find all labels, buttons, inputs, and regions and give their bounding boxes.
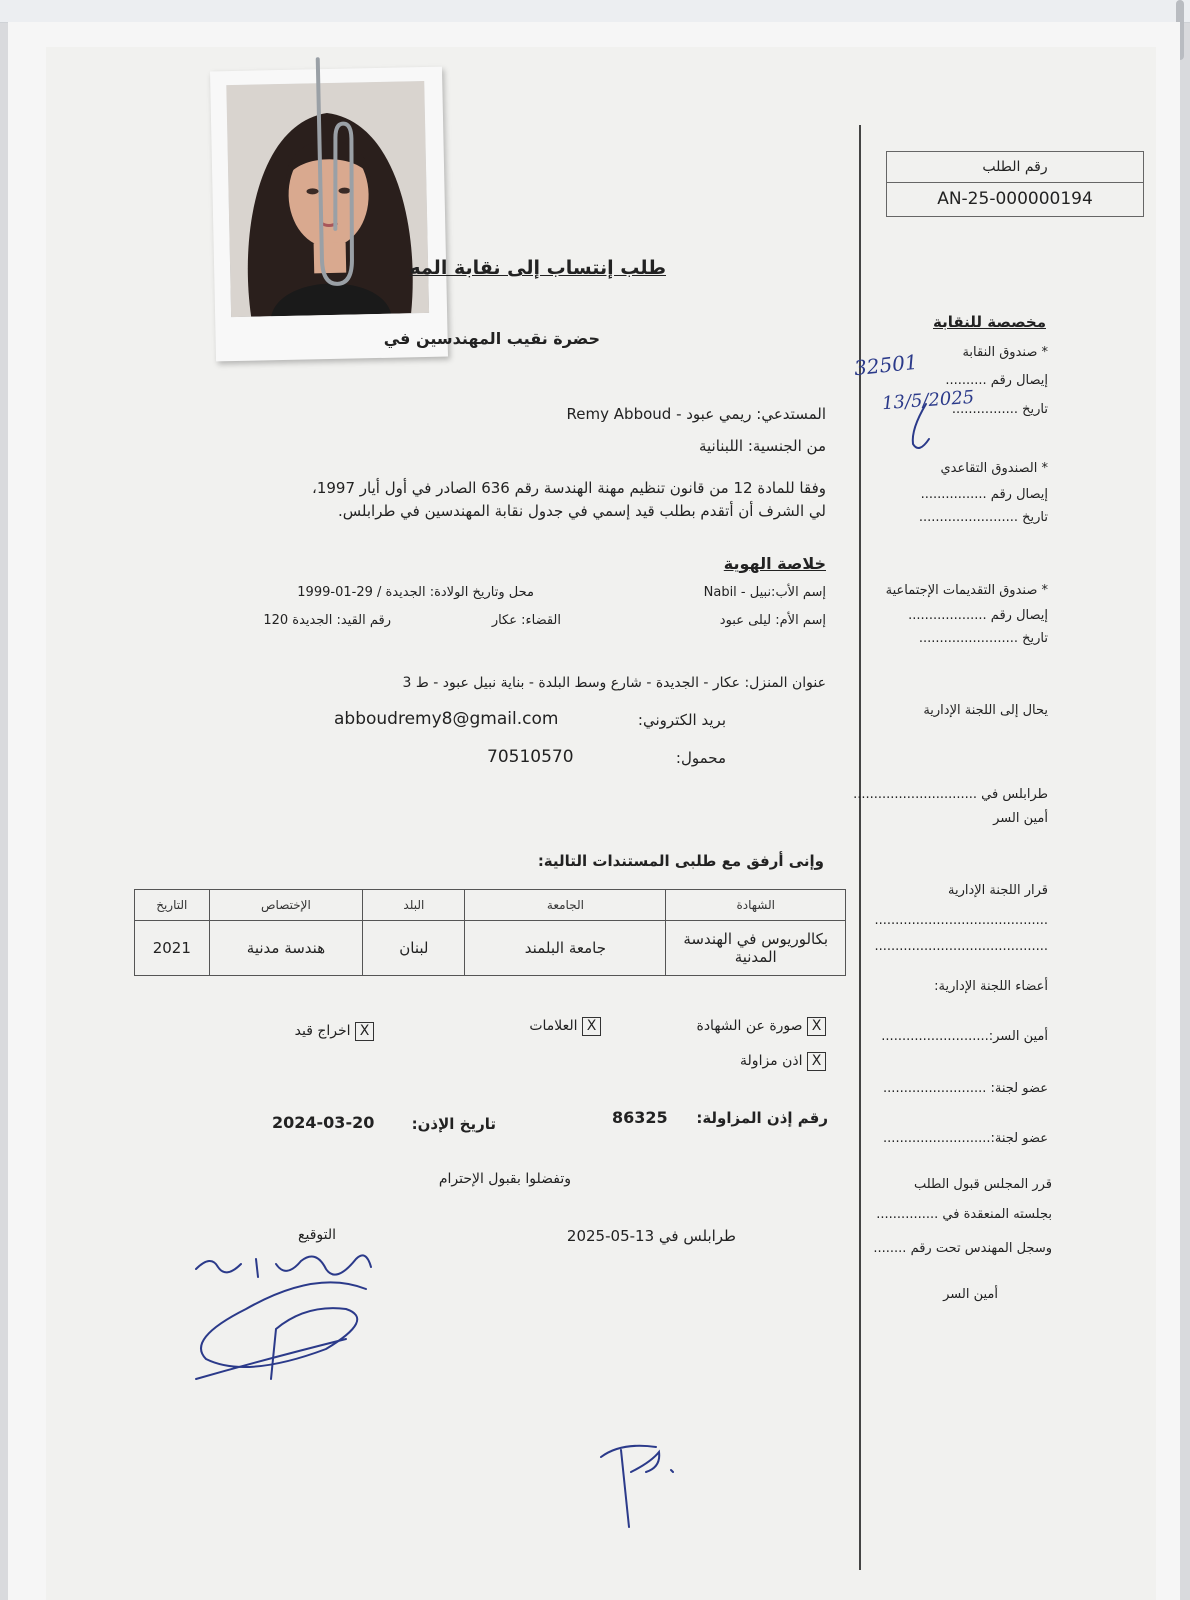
signature-label: التوقيع: [298, 1227, 336, 1243]
passport-photo-card: [210, 67, 448, 362]
referred-to-committee: يحال إلى اللجنة الإدارية: [923, 703, 1048, 718]
paper-clip-icon: [298, 48, 363, 299]
home-address: عنوان المنزل: عكار - الجديدة - شارع وسط البلدة - بناية نبيل عبود - ط 3: [402, 675, 826, 691]
cell-country: لبنان: [363, 921, 465, 976]
secretary-line: أمين السر:..........................: [881, 1029, 1048, 1044]
secretary-2: أمين السر: [943, 1287, 998, 1302]
applicant-label: المستدعي:: [756, 405, 826, 423]
committee-members-heading: أعضاء اللجنة الإدارية:: [934, 979, 1048, 994]
checkbox-practice-permit[interactable]: [740, 1052, 826, 1071]
retirement-fund: * الصندوق التقاعدي: [940, 461, 1048, 476]
identity-heading: خلاصة الهوية: [723, 554, 826, 573]
checkbox-label: اذن مزاولة: [740, 1053, 803, 1069]
documents-heading: وإنى أرفق مع طلبى المستندات التالية:: [537, 852, 824, 870]
social-receipt: إيصال رقم ...................: [908, 608, 1048, 623]
handwritten-mark: [901, 399, 941, 459]
tripoli-date-line: طرابلس في ..............................: [853, 787, 1048, 802]
father-name: إسم الأب:نبيل - Nabil: [703, 585, 826, 600]
checkbox-grades[interactable]: [529, 1017, 601, 1036]
intro-line-2: لي الشرف أن أتقدم بطلب قيد إسمي في جدول نقابة المهندسين في طرابلس.: [338, 502, 826, 520]
checkbox-label: صورة عن الشهادة: [696, 1018, 803, 1034]
email-value: abboudremy8@gmail.com: [334, 709, 559, 729]
sidebar-heading: مخصصة للنقابة: [932, 313, 1046, 331]
place-and-date: طرابلس في 13-05-2025: [566, 1227, 736, 1245]
handwritten-receipt-number: 32501: [852, 349, 919, 381]
handwritten-date: 13/5/2025: [881, 386, 975, 415]
nationality-line: [699, 437, 826, 455]
retirement-receipt: إيصال رقم ................: [920, 487, 1048, 502]
cell-specialty: هندسة مدنية: [209, 921, 363, 976]
decision-line-1: ..........................................: [874, 913, 1048, 928]
registry-number: رقم القيد: الجديدة 120: [263, 613, 391, 628]
committee-decision: قرار اللجنة الإدارية: [948, 883, 1048, 898]
col-specialty: الإختصاص: [209, 890, 363, 921]
checkbox-label: العلامات: [529, 1018, 578, 1034]
district: القضاء: عكار: [491, 613, 561, 628]
mobile-value: 70510570: [487, 747, 574, 767]
request-number-label: رقم الطلب: [887, 152, 1143, 183]
applicant-signature: [166, 1239, 396, 1389]
birth-place-date: محل وتاريخ الولادة: الجديدة / 29-01-1999: [297, 585, 534, 600]
cell-date: 2021: [135, 921, 210, 976]
council-decision-2: بجلسته المنعقدة في ...............: [876, 1207, 1052, 1222]
checkbox-certificate-copy[interactable]: [696, 1017, 826, 1036]
checkbox-mark[interactable]: X: [355, 1022, 374, 1041]
permit-date-label: تاريخ الإذن:: [411, 1115, 496, 1133]
col-university: الجامعة: [465, 890, 666, 921]
committee-member-1: عضو لجنة: .........................: [883, 1081, 1048, 1096]
document-viewer: [8, 22, 1180, 1600]
mother-name: إسم الأم: ليلى عبود: [719, 613, 826, 628]
col-certificate: الشهادة: [666, 890, 846, 921]
col-date: التاريخ: [135, 890, 210, 921]
table-row: [135, 921, 846, 976]
intro-line-1: وفقا للمادة 12 من قانون تنظيم مهنة الهندسة رقم 636 الصادر في أول أيار 1997،: [311, 479, 826, 497]
checkbox-mark[interactable]: X: [807, 1017, 826, 1036]
syndicate-date: تاريخ ................: [951, 402, 1048, 417]
closing-line: وتفضلوا بقبول الإحترام: [438, 1171, 571, 1187]
email-label: بريد الكتروني:: [637, 711, 726, 729]
cell-university: جامعة البلمند: [465, 921, 666, 976]
request-number-value: AN-25-000000194: [937, 189, 1093, 209]
council-decision-3: وسجل المهندس تحت رقم ........: [873, 1241, 1052, 1256]
committee-member-2: عضو لجنة:..........................: [883, 1131, 1048, 1146]
checkbox-registry-extract[interactable]: [295, 1022, 374, 1041]
nationality-value: اللبنانية: [698, 437, 744, 455]
syndicate-receipt: إيصال رقم ..........: [945, 373, 1048, 388]
addressee: حضرة نقيب المهندسين في: [383, 329, 600, 348]
social-fund: * صندوق التقديمات الإجتماعية: [885, 583, 1048, 598]
applicant-line: [567, 405, 826, 423]
official-initials: [591, 1432, 681, 1542]
application-form: [46, 47, 1156, 1600]
request-number-box: [886, 151, 1144, 217]
syndicate-fund: * صندوق النقابة: [962, 345, 1048, 360]
permit-number-label: رقم إذن المزاولة:: [696, 1109, 828, 1127]
social-date: تاريخ ........................: [918, 631, 1048, 646]
table-header-row: [135, 890, 846, 921]
checkbox-label: اخراج قيد: [294, 1023, 351, 1039]
col-country: البلد: [363, 890, 465, 921]
secretary-1: أمين السر: [993, 811, 1048, 826]
permit-number: 86325: [612, 1108, 668, 1127]
decision-line-2: ..........................................: [874, 939, 1048, 954]
nationality-label: من الجنسية:: [747, 437, 826, 455]
cell-certificate: بكالوريوس في الهندسة المدنية: [666, 921, 846, 976]
documents-table: [134, 889, 846, 976]
column-divider: [859, 125, 861, 1570]
checkbox-mark[interactable]: X: [807, 1052, 826, 1071]
applicant-value: ريمي عبود - Remy Abboud: [566, 405, 752, 423]
form-title: طلب إنتساب إلى نقابة المه: [409, 257, 666, 279]
window-top-bar: [0, 0, 1190, 23]
permit-date: 2024-03-20: [272, 1113, 375, 1132]
council-decision-1: قرر المجلس قبول الطلب: [913, 1177, 1052, 1192]
mobile-label: محمول:: [675, 749, 726, 767]
checkbox-mark[interactable]: X: [582, 1017, 601, 1036]
retirement-date: تاريخ ........................: [918, 510, 1048, 525]
